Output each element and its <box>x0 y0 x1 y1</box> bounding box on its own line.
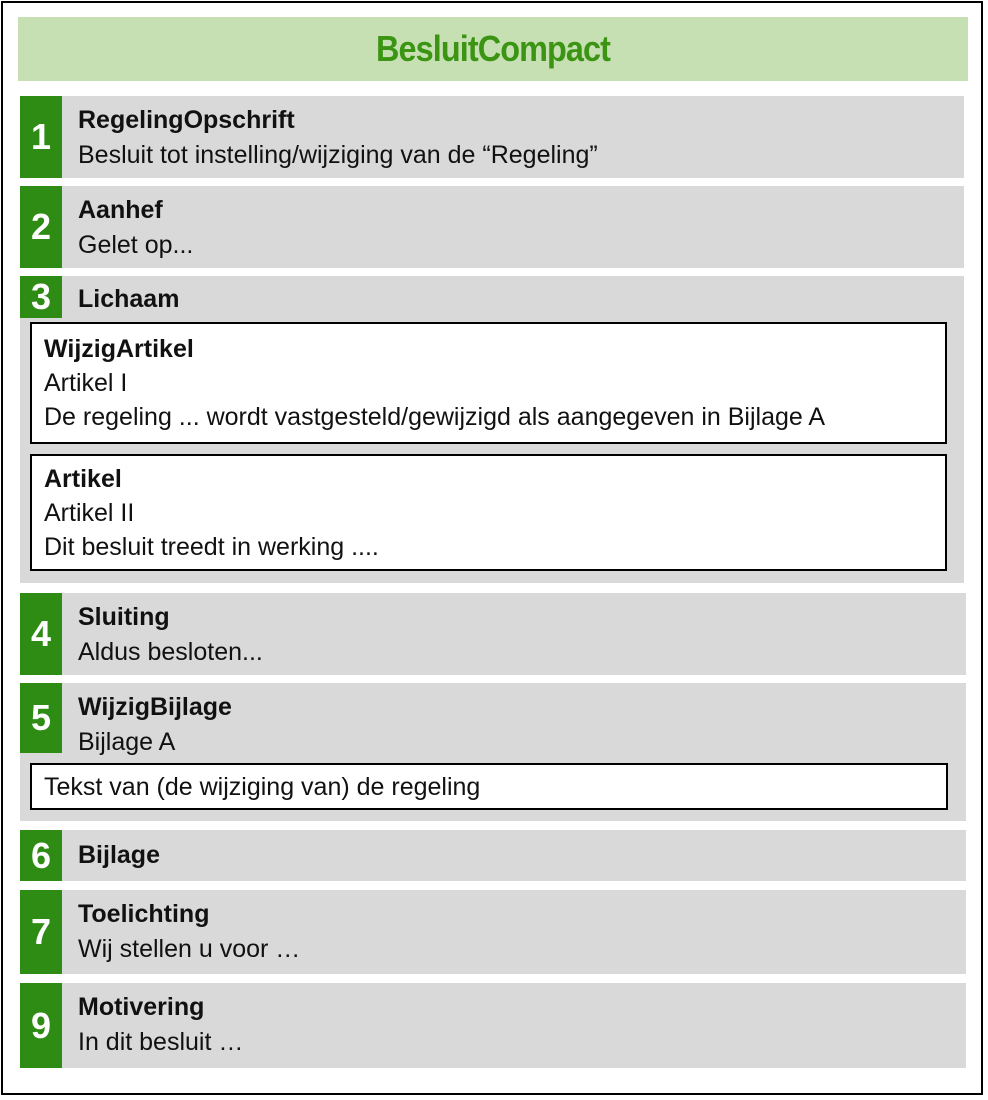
section-subtitle: Aldus besloten... <box>78 638 263 666</box>
section-title: Sluiting <box>78 603 170 631</box>
section-number: 1 <box>20 96 62 178</box>
section-number: 6 <box>20 830 62 881</box>
section-number: 2 <box>20 186 62 268</box>
section-number: 5 <box>20 683 62 753</box>
box-line: Tekst van (de wijziging van) de regeling <box>44 773 481 801</box>
section-sluiting <box>20 593 966 675</box>
section-lichaam <box>20 276 964 583</box>
section-regeling-opschrift <box>20 96 964 178</box>
title-bar <box>18 17 968 81</box>
section-bijlage <box>20 830 966 881</box>
diagram-title: BesluitCompact <box>375 28 611 69</box>
section-title: Lichaam <box>78 285 180 313</box>
section-subtitle: Bijlage A <box>78 728 176 756</box>
section-title: Motivering <box>78 993 205 1021</box>
section-motivering <box>20 983 966 1068</box>
box-line: Dit besluit treedt in werking .... <box>44 533 379 561</box>
box-line: De regeling ... wordt vastgesteld/gewijzigd als aangegeven in Bijlage A <box>44 403 826 431</box>
section-title: WijzigBijlage <box>78 693 232 721</box>
section-subtitle: Gelet op... <box>78 231 194 259</box>
artikel-box <box>30 454 947 571</box>
wijzigartikel-box <box>30 322 947 444</box>
section-number: 3 <box>20 276 62 318</box>
box-line: Artikel II <box>44 499 135 527</box>
section-number: 9 <box>20 983 62 1068</box>
section-aanhef <box>20 186 964 268</box>
box-title: WijzigArtikel <box>44 335 194 363</box>
section-title: RegelingOpschrift <box>78 106 295 134</box>
section-subtitle: Wij stellen u voor … <box>78 935 301 963</box>
section-wijzigbijlage <box>20 683 966 821</box>
section-number: 4 <box>20 593 62 675</box>
section-subtitle: In dit besluit … <box>78 1028 244 1056</box>
box-title: Artikel <box>44 465 122 493</box>
bijlage-text-box <box>30 763 948 810</box>
section-number: 7 <box>20 890 62 974</box>
section-subtitle: Besluit tot instelling/wijziging van de “Regeling” <box>78 141 598 169</box>
section-toelichting <box>20 890 966 974</box>
section-title: Toelichting <box>78 900 210 928</box>
box-line: Artikel I <box>44 369 128 397</box>
section-title: Aanhef <box>78 196 163 224</box>
section-title: Bijlage <box>78 841 160 869</box>
